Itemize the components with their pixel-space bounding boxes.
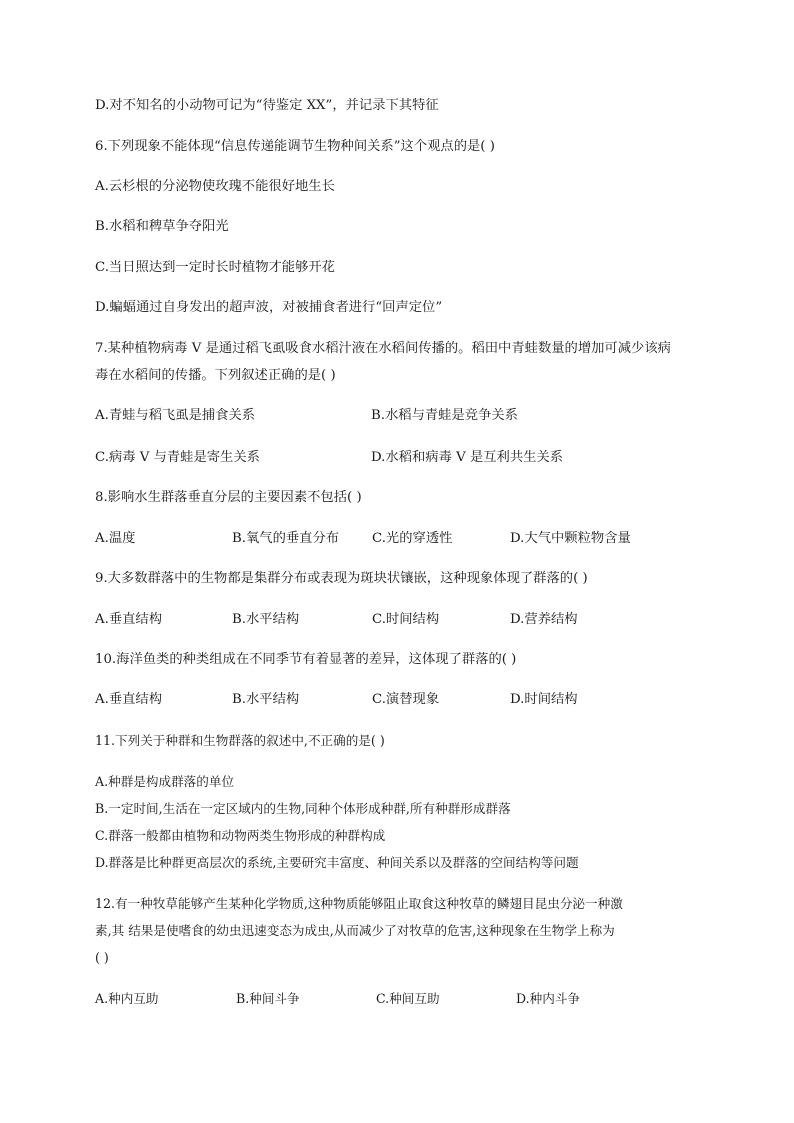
q6-option-a: A.云杉根的分泌物使玫瑰不能很好地生长 xyxy=(95,179,335,194)
q10-option-c: C.演替现象 xyxy=(372,692,440,707)
q9-option-a: A.垂直结构 xyxy=(95,612,163,627)
q7-options-row1 xyxy=(95,406,734,426)
q11-option-d: D.群落是比种群更高层次的系统,主要研究丰富度、种间关系以及群落的空间结构等问题 xyxy=(95,855,579,870)
q12-option-c: C.种间互助 xyxy=(376,991,440,1006)
q7-option-d: D.水稻和病毒 V 是互利共生关系 xyxy=(371,450,564,465)
q7-stem-line2: 毒在水稻间的传播。下列叙述正确的是( ) xyxy=(95,368,336,383)
q8-stem: 8.影响水生群落垂直分层的主要因素不包括( ) xyxy=(95,490,362,505)
q8-option-a: A.温度 xyxy=(95,531,136,546)
q5-option-d: D.对不知名的小动物可记为“待鉴定 XX”，并记录下其特征 xyxy=(95,98,439,113)
q9-option-c: C.时间结构 xyxy=(372,612,440,627)
q10-option-d: D.时间结构 xyxy=(510,692,578,707)
q12-options-row xyxy=(95,989,734,1009)
q11-option-b: B.一定时间,生活在一定区域内的生物,同种个体形成种群,所有种群形成群落 xyxy=(95,801,511,816)
q12-stem-line3: ( ) xyxy=(95,950,109,965)
q12-stem-line2: 素,其 结果是使嗜食的幼虫迅速变态为成虫,从而减少了对牧草的危害,这种现象在生物学上称为 xyxy=(95,923,615,938)
q6-option-c: C.当日照达到一定时长时植物才能够开花 xyxy=(95,260,335,275)
q9-option-d: D.营养结构 xyxy=(510,612,578,627)
q12-stem-line1: 12.有一种牧草能够产生某种化学物质,这种物质能够阻止取食这种牧草的鳞翅目昆虫分泌一种激 xyxy=(95,896,623,911)
q7-options-row2 xyxy=(95,448,734,468)
q9-option-b: B.水平结构 xyxy=(232,612,300,627)
q8-option-c: C.光的穿透性 xyxy=(372,531,453,546)
q7-option-b: B.水稻与青蛙是竞争关系 xyxy=(371,408,518,423)
q6-option-d: D.蝙蝠通过自身发出的超声波，对被捕食者进行“回声定位” xyxy=(95,300,443,315)
q12-option-b: B.种间斗争 xyxy=(236,991,300,1006)
q7-option-c: C.病毒 V 与青蛙是寄生关系 xyxy=(95,450,260,465)
q7-stem-line1: 7.某种植物病毒 V 是通过稻飞虱吸食水稻汁液在水稻间传播的。稻田中青蛙数量的增加可减少该病 xyxy=(95,341,671,356)
q12-option-d: D.种内斗争 xyxy=(516,991,581,1006)
q7-option-a: A.青蛙与稻飞虱是捕食关系 xyxy=(95,408,256,423)
q6-stem: 6.下列现象不能体现“信息传递能调节生物种间关系”这个观点的是( ) xyxy=(95,139,495,154)
q10-option-b: B.水平结构 xyxy=(232,692,300,707)
q9-options-row xyxy=(95,610,734,630)
q12-option-a: A.种内互助 xyxy=(95,991,159,1006)
q11-stem: 11.下列关于种群和生物群落的叙述中,不正确的是( ) xyxy=(95,733,385,748)
q10-option-a: A.垂直结构 xyxy=(95,692,163,707)
q6-option-b: B.水稻和稗草争夺阳光 xyxy=(95,219,229,234)
q8-options-row xyxy=(95,529,734,549)
q10-options-row xyxy=(95,690,734,710)
q9-stem: 9.大多数群落中的生物都是集群分布或表现为斑块状镶嵌，这种现象体现了群落的( ) xyxy=(95,571,588,586)
q10-stem: 10.海洋鱼类的种类组成在不同季节有着显著的差异，这体现了群落的( ) xyxy=(95,652,517,667)
q11-option-a: A.种群是构成群落的单位 xyxy=(95,774,235,789)
q8-option-d: D.大气中颗粒物含量 xyxy=(510,531,631,546)
q11-option-c: C.群落一般都由植物和动物两类生物形成的种群构成 xyxy=(95,828,386,843)
q8-option-b: B.氧气的垂直分布 xyxy=(232,531,340,546)
